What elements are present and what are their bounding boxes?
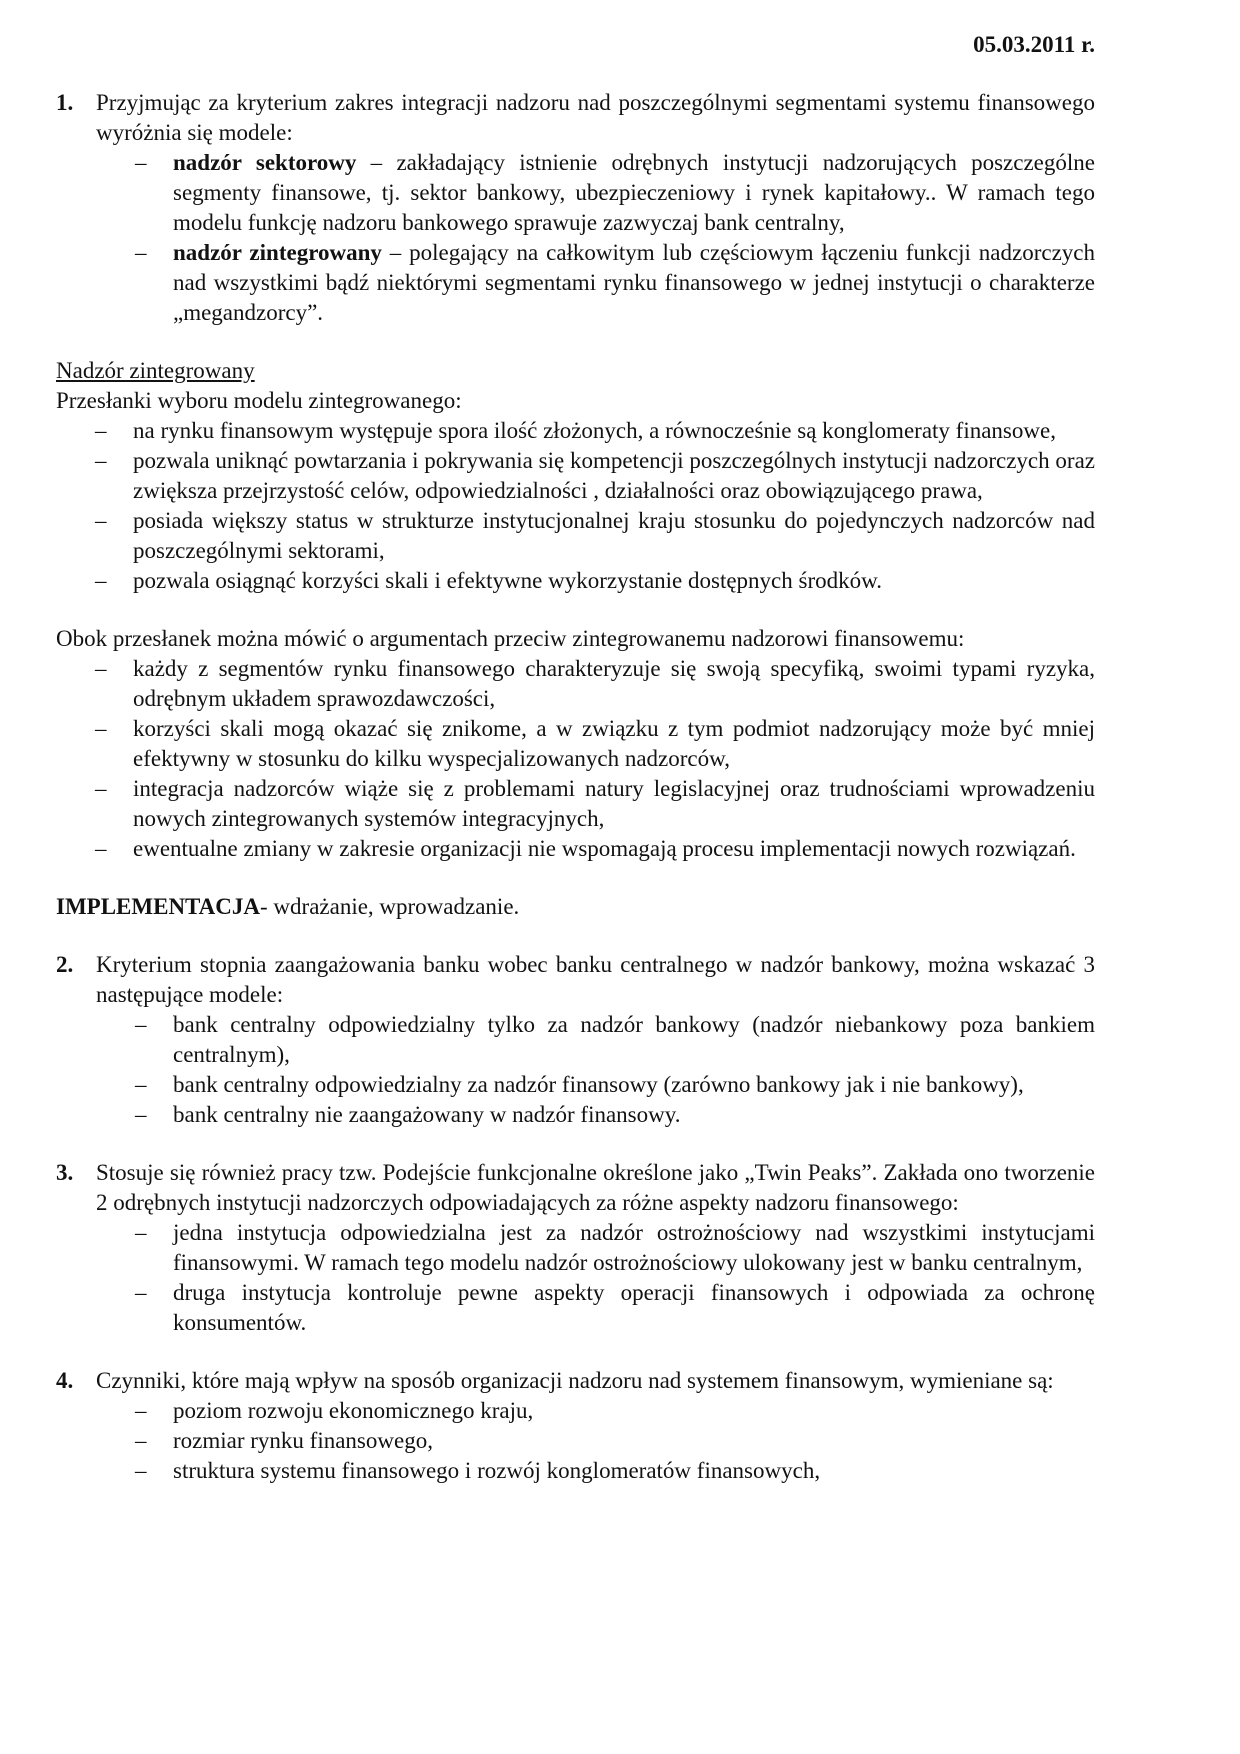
bullet-item [96, 1070, 1095, 1100]
bullet-item [56, 506, 1095, 566]
bullet-item [96, 1100, 1095, 1130]
bullet-dash-marker: – [135, 1428, 147, 1453]
bullet-item [56, 446, 1095, 506]
bullet-dash-marker: – [135, 1012, 147, 1037]
bullet-section [56, 654, 1095, 864]
bold-text-segment: nadzór zintegrowany [173, 240, 382, 265]
bullet-item [56, 566, 1095, 596]
section-heading: Nadzór zintegrowany [56, 358, 255, 383]
bullet-section [56, 416, 1095, 596]
bullet-list [96, 1218, 1095, 1338]
text-segment: bank centralny odpowiedzialny tylko za nadzór bankowy (nadzór niebankowy poza bankiem centralnym), [173, 1012, 1095, 1067]
text-segment: ewentualne zmiany w zakresie organizacji nie wspomagają procesu implementacji nowych rozwiązań. [133, 836, 1076, 861]
text-segment: każdy z segmentów rynku finansowego charakteryzuje się swoją specyfiką, swoimi typami ryzyka, odrębnym układem sprawozdawczości, [133, 656, 1095, 711]
bullet-item [56, 834, 1095, 864]
text-segment: bank centralny nie zaangażowany w nadzór finansowy. [173, 1102, 681, 1127]
item-number: 1. [56, 90, 74, 115]
bullet-dash-marker: – [135, 1102, 147, 1127]
bullet-list [96, 148, 1095, 328]
text-segment: pozwala osiągnąć korzyści skali i efektywne wykorzystanie dostępnych środków. [133, 568, 882, 593]
text-segment: integracja nadzorców wiąże się z problemami natury legislacyjnej oraz trudnościami wprowadzeniu nowych zintegrowanych systemów integracyjnych, [133, 776, 1095, 831]
bullet-dash-marker: – [135, 1458, 147, 1483]
text-segment: bank centralny odpowiedzialny za nadzór finansowy (zarówno bankowy jak i nie bankowy), [173, 1072, 1024, 1097]
bullet-dash-marker: – [95, 776, 107, 801]
text-segment: – zakładający istnienie odrębnych instytucji nadzorujących poszczególne segmenty finansowe, tj. sektor bankowy, ubezpieczeniowy i rynek kapitałowy.. W ramach tego modelu funkcję nadzoru bankowego sprawuje zazwyczaj bank centralny, [173, 150, 1095, 235]
bullet-dash-marker: – [95, 836, 107, 861]
text-segment: - wdrażanie, wprowadzanie. [260, 894, 520, 919]
numbered-item [56, 950, 1095, 1130]
bullet-dash-marker: – [95, 568, 107, 593]
bullet-dash-marker: – [135, 150, 147, 175]
bullet-item [56, 714, 1095, 774]
bullet-item [96, 148, 1095, 238]
bullet-item [96, 1396, 1095, 1426]
bullet-dash-marker: – [95, 448, 107, 473]
text-segment: Przyjmując za kryterium zakres integracji nadzoru nad poszczególnymi segmentami systemu finansowego wyróżnia się modele: [96, 90, 1095, 145]
bullet-dash-marker: – [95, 418, 107, 443]
bullet-dash-marker: – [95, 656, 107, 681]
text-segment: rozmiar rynku finansowego, [173, 1428, 433, 1453]
numbered-item [56, 88, 1095, 328]
text-segment: korzyści skali mogą okazać się znikome, a w związku z tym podmiot nadzorujący może być mniej efektywny w stosunku do kilku wyspecjalizowanych nadzorców, [133, 716, 1095, 771]
bullet-item [96, 1426, 1095, 1456]
bullet-dash-marker: – [135, 1220, 147, 1245]
numbered-item [56, 1366, 1095, 1486]
text-segment: – polegający na całkowitym lub częściowym łączeniu funkcji nadzorczych nad wszystkimi bądź niektórymi segmentami rynku finansowego w jednej instytucji o charakterze „megandzorcy”. [173, 240, 1095, 325]
document-date: 05.03.2011 r. [973, 32, 1095, 57]
bullet-item [56, 416, 1095, 446]
text-segment: Stosuje się również pracy tzw. Podejście funkcjonalne określone jako „Twin Peaks”. Zakłada ono tworzenie 2 odrębnych instytucji nadzorczych odpowiadających za różne aspekty nadzoru finansowego: [96, 1160, 1095, 1215]
bullet-item [96, 238, 1095, 328]
bullet-item [56, 774, 1095, 834]
text-segment: pozwala uniknąć powtarzania i pokrywania się kompetencji poszczególnych instytucji nadzorczych oraz zwiększa przejrzystość celów, odpowiedzialności , działalności oraz obowiązującego prawa, [133, 448, 1095, 503]
bullet-dash-marker: – [135, 1072, 147, 1097]
text-segment: Przesłanki wyboru modelu zintegrowanego: [56, 388, 462, 413]
bold-text-segment: nadzór sektorowy [173, 150, 357, 175]
text-segment: druga instytucja kontroluje pewne aspekty operacji finansowych i odpowiada za ochronę konsumentów. [173, 1280, 1095, 1335]
bullet-dash-marker: – [135, 1398, 147, 1423]
bullet-item [96, 1278, 1095, 1338]
bullet-item [96, 1456, 1095, 1486]
bullet-dash-marker: – [95, 508, 107, 533]
item-number: 3. [56, 1160, 74, 1185]
paragraph [56, 624, 1095, 654]
item-number: 4. [56, 1368, 74, 1393]
bullet-dash-marker: – [95, 716, 107, 741]
text-segment: na rynku finansowym występuje spora ilość złożonych, a równocześnie są konglomeraty finansowe, [133, 418, 1056, 443]
text-segment: posiada większy status w strukturze instytucjonalnej kraju stosunku do pojedynczych nadzorców nad poszczególnymi sektorami, [133, 508, 1095, 563]
text-segment: jedna instytucja odpowiedzialna jest za nadzór ostrożnościowy nad wszystkimi instytucjami finansowymi. W ramach tego modelu nadzór ostrożnościowy ulokowany jest w banku centralnym, [173, 1220, 1095, 1275]
bullet-dash-marker: – [135, 240, 147, 265]
text-segment: Czynniki, które mają wpływ na sposób organizacji nadzoru nad systemem finansowym, wymieniane są: [96, 1368, 1054, 1393]
bold-text-segment: IMPLEMENTACJA [56, 894, 261, 919]
bullet-list [56, 654, 1095, 864]
item-number: 2. [56, 952, 74, 977]
text-segment: Obok przesłanek można mówić o argumentach przeciw zintegrowanemu nadzorowi finansowemu: [56, 626, 965, 651]
bullet-dash-marker: – [135, 1280, 147, 1305]
bullet-item [96, 1010, 1095, 1070]
text-segment: Kryterium stopnia zaangażowania banku wobec banku centralnego w nadzór bankowy, można wskazać 3 następujące modele: [96, 952, 1095, 1007]
document-body [56, 88, 1095, 1486]
bullet-list [96, 1396, 1095, 1486]
text-segment: struktura systemu finansowego i rozwój konglomeratów finansowych, [173, 1458, 821, 1483]
text-segment: poziom rozwoju ekonomicznego kraju, [173, 1398, 534, 1423]
numbered-item [56, 1158, 1095, 1338]
bullet-list [56, 416, 1095, 596]
bullet-list [96, 1010, 1095, 1130]
paragraph [56, 386, 1095, 416]
paragraph [56, 892, 1095, 922]
bullet-item [96, 1218, 1095, 1278]
bullet-item [56, 654, 1095, 714]
